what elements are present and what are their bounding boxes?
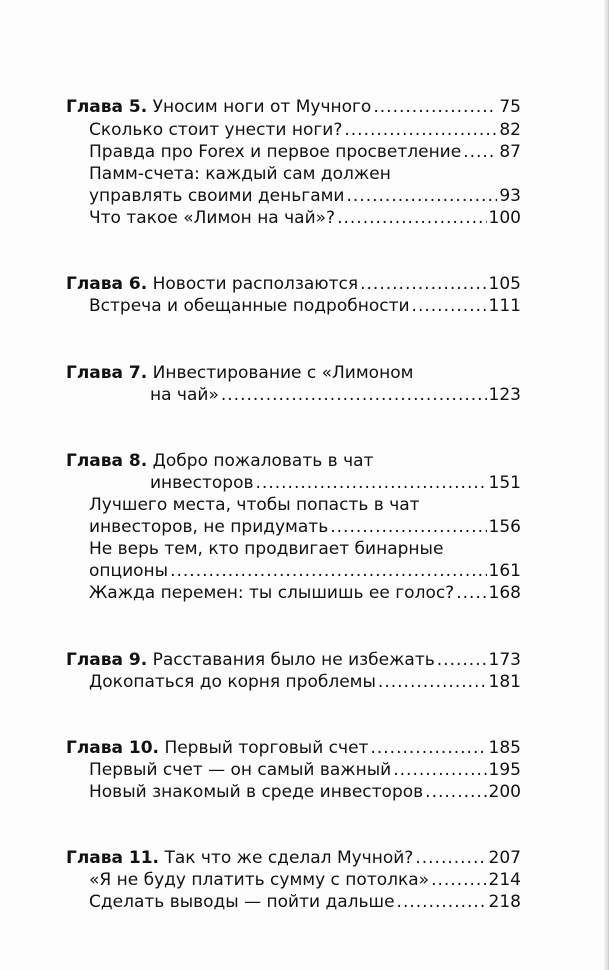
leader-dots [256, 472, 487, 494]
chapter-label: Глава 9. [66, 650, 148, 670]
toc-section[interactable] [89, 207, 521, 229]
leader-dots [337, 207, 486, 229]
section-title-line1: Не верь тем, кто продвигает бинарные [89, 539, 444, 559]
toc-section[interactable] [89, 185, 521, 207]
section-title: Встреча и обещанные подробности [89, 296, 410, 316]
page-number: 151 [488, 473, 521, 493]
page-number: 111 [488, 296, 521, 316]
toc-section[interactable] [89, 671, 521, 693]
section-title-line1: Лучшего места, чтобы попасть в чат [89, 495, 420, 515]
section-title: Докопаться до корня проблемы [89, 672, 376, 692]
page-number: 161 [488, 561, 521, 581]
chapter-title: Расставания было не избежать [152, 650, 435, 670]
section-title: Новый знакомый в среде инвесторов [89, 782, 424, 802]
leader-dots [463, 141, 497, 163]
section-title: Что такое «Лимон на чай»? [89, 208, 336, 228]
toc-section[interactable] [89, 119, 521, 141]
toc-section[interactable] [89, 891, 521, 913]
toc-section[interactable] [89, 781, 521, 803]
page-number: 185 [488, 738, 521, 758]
leader-dots [373, 96, 497, 118]
page-number: 87 [499, 142, 521, 162]
leader-dots [397, 891, 487, 913]
chapter-title: инвесторов [150, 473, 254, 493]
section-title: Правда про Forex и первое просветление [89, 142, 462, 162]
section-title: Первый счет — он самый важный [89, 760, 392, 780]
page-number: 168 [488, 583, 521, 603]
leader-dots [415, 847, 486, 869]
page-number: 93 [499, 186, 521, 206]
toc-section[interactable] [89, 560, 521, 582]
leader-dots [330, 516, 486, 538]
toc-section[interactable] [89, 869, 521, 891]
page-number: 105 [488, 274, 521, 294]
toc-chapter-8-line1[interactable] [66, 450, 521, 472]
section-title: Сколько стоит унести ноги? [89, 120, 343, 140]
chapter-title: Так что же сделал Мучной? [164, 848, 414, 868]
leader-dots [221, 384, 487, 406]
page-number: 200 [488, 782, 521, 802]
toc-section[interactable] [89, 759, 521, 781]
section-title: «Я не буду платить сумму с потолка» [89, 870, 430, 890]
chapter-title: Новости расползаются [152, 274, 359, 294]
chapter-title: Первый торговый счет [164, 738, 369, 758]
page-number: 218 [488, 892, 521, 912]
section-title: Сделать выводы — пойти дальше [89, 892, 395, 912]
leader-dots [393, 759, 486, 781]
leader-dots [378, 671, 487, 693]
toc-section[interactable] [89, 582, 521, 604]
leader-dots [412, 295, 487, 317]
chapter-label: Глава 5. [66, 97, 148, 117]
page-number: 82 [499, 120, 521, 140]
leader-dots [170, 560, 486, 582]
toc-chapter-5[interactable] [66, 96, 521, 118]
toc-chapter-11[interactable] [66, 847, 521, 869]
chapter-label: Глава 7. [66, 363, 148, 383]
toc-chapter-6[interactable] [66, 273, 521, 295]
page-number: 214 [488, 870, 521, 890]
section-title-line1: Памм-счета: каждый сам должен [89, 164, 391, 184]
page-number: 181 [488, 672, 521, 692]
page-number: 100 [488, 208, 521, 228]
chapter-label: Глава 10. [66, 738, 160, 758]
toc-section[interactable] [89, 141, 521, 163]
page-number: 123 [488, 385, 521, 405]
toc-chapter-7[interactable] [150, 384, 521, 406]
section-title: Жажда перемен: ты слышишь ее голос? [89, 583, 455, 603]
page-number: 207 [488, 848, 521, 868]
leader-dots [370, 737, 486, 759]
leader-dots [431, 869, 486, 891]
chapter-title-line1: Добро пожаловать в чат [152, 451, 374, 471]
leader-dots [456, 582, 486, 604]
page-number: 173 [488, 650, 521, 670]
toc-section[interactable] [89, 516, 521, 538]
leader-dots [360, 273, 486, 295]
toc-chapter-7-line1[interactable] [66, 362, 521, 384]
chapter-label: Глава 8. [66, 451, 148, 471]
toc-chapter-9[interactable] [66, 649, 521, 671]
leader-dots [425, 781, 486, 803]
chapter-label: Глава 11. [66, 848, 160, 868]
leader-dots [344, 119, 497, 141]
leader-dots [346, 185, 497, 207]
toc-chapter-8[interactable] [150, 472, 521, 494]
section-title: опционы [89, 561, 169, 581]
page-number: 75 [499, 97, 521, 117]
chapter-title-line1: Инвестирование с «Лимоном [152, 363, 414, 383]
toc-chapter-10[interactable] [66, 737, 521, 759]
chapter-label: Глава 6. [66, 274, 148, 294]
page-number: 195 [488, 760, 521, 780]
leader-dots [437, 649, 487, 671]
toc-section[interactable] [89, 295, 521, 317]
chapter-title: на чай» [150, 385, 219, 405]
section-title: инвесторов, не придумать [89, 517, 329, 537]
chapter-title: Уносим ноги от Мучного [152, 97, 372, 117]
page-number: 156 [488, 517, 521, 537]
section-title: управлять своими деньгами [89, 186, 345, 206]
